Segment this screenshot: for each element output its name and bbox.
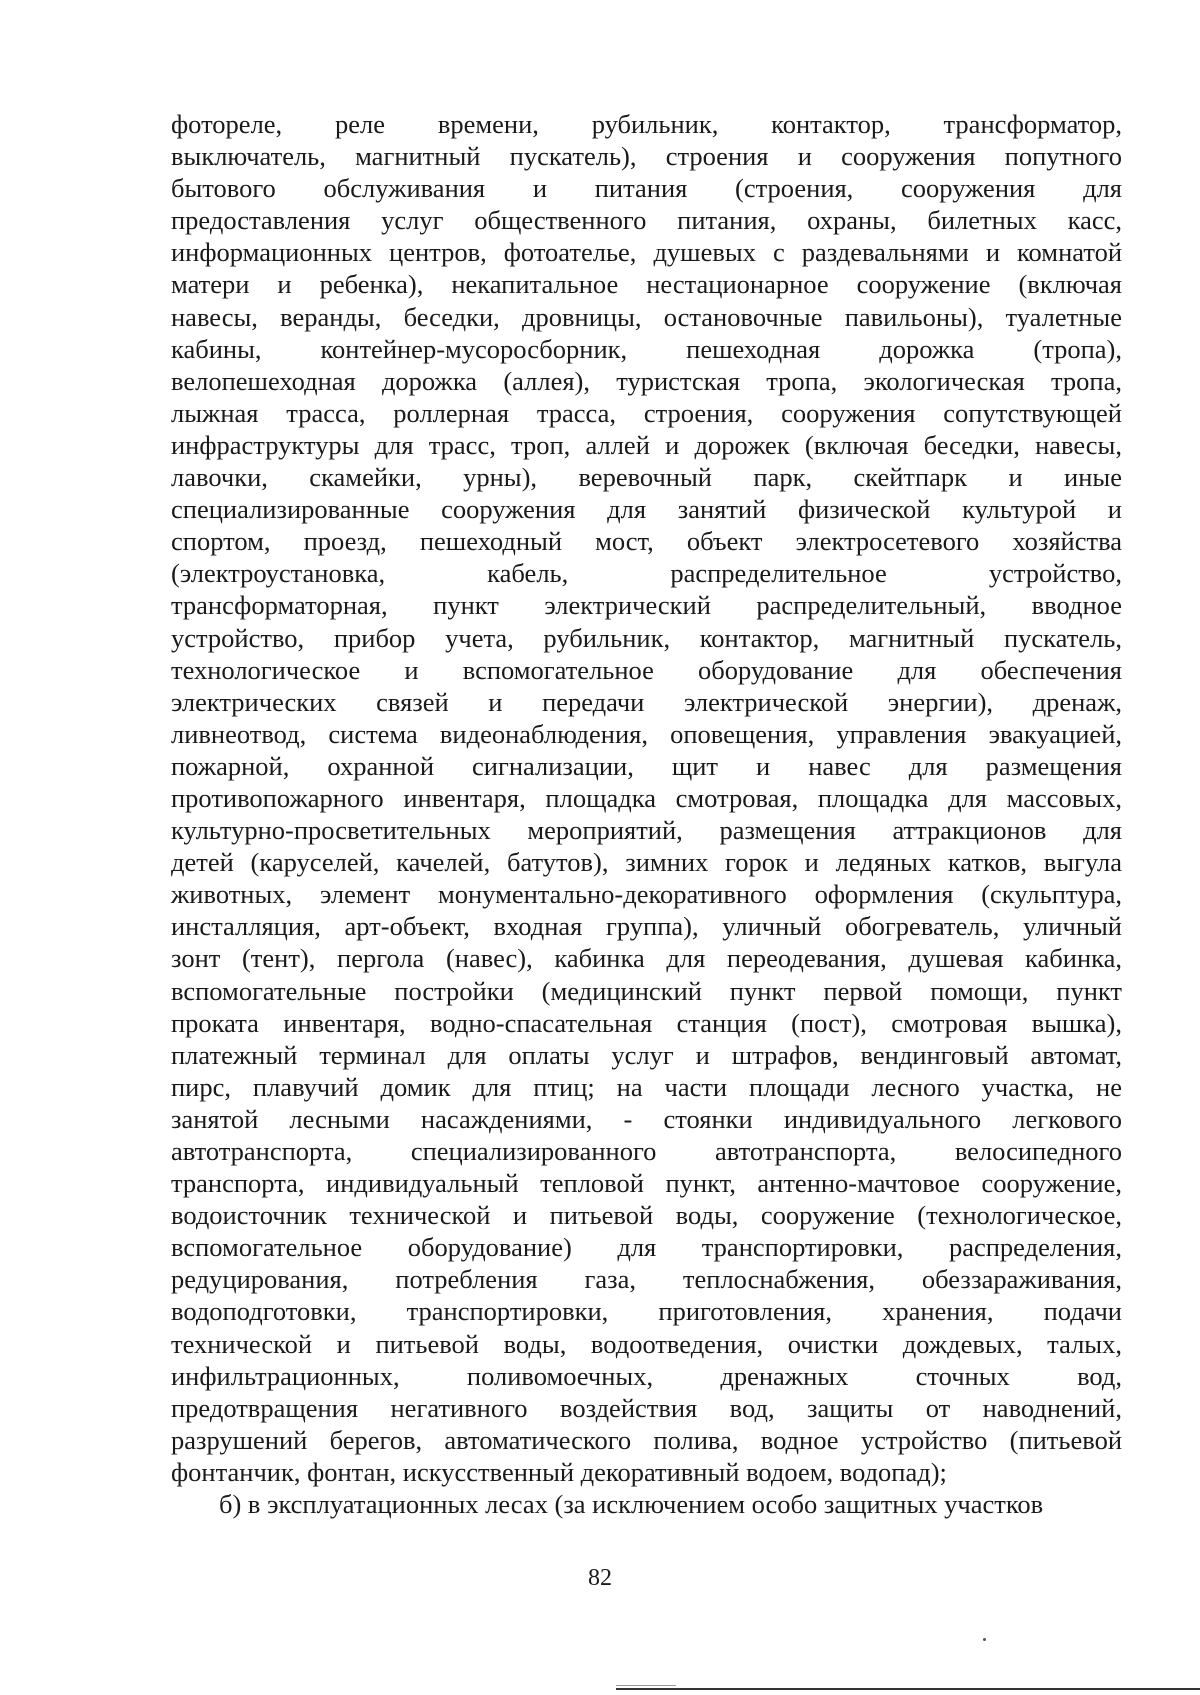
text-line: лыжная трасса, роллерная трасса, строения, сооружения сопутствующей bbox=[171, 397, 1122, 428]
text-line: культурно-просветительных мероприятий, размещения аттракционов для bbox=[171, 815, 1122, 846]
text-line: вспомогательное оборудование) для транспортировки, распределения, bbox=[171, 1232, 1122, 1263]
text-line: животных, элемент монументально-декоративного оформления (скульптура, bbox=[171, 879, 1122, 910]
text-line: спортом, проезд, пешеходный мост, объект электросетевого хозяйства bbox=[171, 526, 1122, 557]
text-line: навесы, веранды, беседки, дровницы, остановочные павильоны), туалетные bbox=[171, 301, 1122, 332]
text-line: редуцирования, потребления газа, теплоснабжения, обеззараживания, bbox=[171, 1264, 1122, 1295]
text-line: водоисточник технической и питьевой воды, сооружение (технологическое, bbox=[171, 1200, 1122, 1231]
text-line: зонт (тент), пергола (навес), кабинка для переодевания, душевая кабинка, bbox=[171, 943, 1122, 974]
text-line: разрушений берегов, автоматического полива, водное устройство (питьевой bbox=[171, 1424, 1122, 1455]
scan-edge-faint bbox=[616, 1685, 676, 1686]
text-line: трансформаторная, пункт электрический распределительный, вводное bbox=[171, 590, 1122, 621]
text-line: матери и ребенка), некапитальное нестационарное сооружение (включая bbox=[171, 269, 1122, 300]
page-number: 82 bbox=[588, 1565, 612, 1591]
text-line: пирс, плавучий домик для птиц; на части площади лесного участка, не bbox=[171, 1071, 1122, 1102]
text-line: водоподготовки, транспортировки, приготовления, хранения, подачи bbox=[171, 1296, 1122, 1327]
scan-speck bbox=[983, 1638, 986, 1641]
text-line: инсталляция, арт-объект, входная группа), уличный обогреватель, уличный bbox=[171, 911, 1122, 942]
scan-edge-line bbox=[616, 1688, 1200, 1690]
text-line: велопешеходная дорожка (аллея), туристская тропа, экологическая тропа, bbox=[171, 365, 1122, 396]
text-line: (электроустановка, кабель, распределительное устройство, bbox=[171, 558, 1122, 589]
text-line: платежный терминал для оплаты услуг и штрафов, вендинговый автомат, bbox=[171, 1039, 1122, 1070]
text-line: устройство, прибор учета, рубильник, контактор, магнитный пускатель, bbox=[171, 622, 1122, 653]
body-text bbox=[171, 108, 1122, 1520]
text-line: транспорта, индивидуальный тепловой пункт, антенно-мачтовое сооружение, bbox=[171, 1168, 1122, 1199]
text-line: предотвращения негативного воздействия вод, защиты от наводнений, bbox=[171, 1392, 1122, 1423]
text-line: пожарной, охранной сигнализации, щит и навес для размещения bbox=[171, 750, 1122, 781]
text-line: информационных центров, фотоателье, душевых с раздевальнями и комнатой bbox=[171, 237, 1122, 268]
text-line: кабины, контейнер-мусоросборник, пешеходная дорожка (тропа), bbox=[171, 333, 1122, 364]
text-line: бытового обслуживания и питания (строения, сооружения для bbox=[171, 173, 1122, 204]
text-line: лавочки, скамейки, урны), веревочный парк, скейтпарк и иные bbox=[171, 462, 1122, 493]
text-line: противопожарного инвентаря, площадка смотровая, площадка для массовых, bbox=[171, 782, 1122, 813]
text-line: занятой лесными насаждениями, - стоянки индивидуального легкового bbox=[171, 1103, 1122, 1134]
text-line: специализированные сооружения для занятий физической культурой и bbox=[171, 494, 1122, 525]
text-line: б) в эксплуатационных лесах (за исключением особо защитных участков bbox=[219, 1489, 1044, 1520]
text-line: автотранспорта, специализированного автотранспорта, велосипедного bbox=[171, 1136, 1122, 1166]
text-line: проката инвентаря, водно-спасательная станция (пост), смотровая вышка), bbox=[171, 1007, 1122, 1038]
text-line: инфраструктуры для трасс, троп, аллей и дорожек (включая беседки, навесы, bbox=[171, 429, 1122, 460]
text-line: выключатель, магнитный пускатель), строения и сооружения попутного bbox=[171, 141, 1122, 172]
text-line: вспомогательные постройки (медицинский пункт первой помощи, пункт bbox=[171, 975, 1122, 1006]
text-line: технологическое и вспомогательное оборудование для обеспечения bbox=[171, 654, 1122, 685]
text-line: инфильтрационных, поливомоечных, дренажных сточных вод, bbox=[171, 1360, 1122, 1391]
text-line: предоставления услуг общественного питания, охраны, билетных касс, bbox=[171, 205, 1122, 236]
text-line: фонтанчик, фонтан, искусственный декоративный водоем, водопад); bbox=[171, 1456, 947, 1487]
text-line: электрических связей и передачи электрической энергии), дренаж, bbox=[171, 686, 1122, 717]
text-line: ливнеотвод, система видеонаблюдения, оповещения, управления эвакуацией, bbox=[171, 718, 1122, 749]
text-line: технической и питьевой воды, водоотведения, очистки дождевых, талых, bbox=[171, 1328, 1122, 1359]
text-line: фотореле, реле времени, рубильник, контактор, трансформатор, bbox=[171, 109, 1122, 139]
text-line: детей (каруселей, качелей, батутов), зимних горок и ледяных катков, выгула bbox=[171, 847, 1122, 878]
